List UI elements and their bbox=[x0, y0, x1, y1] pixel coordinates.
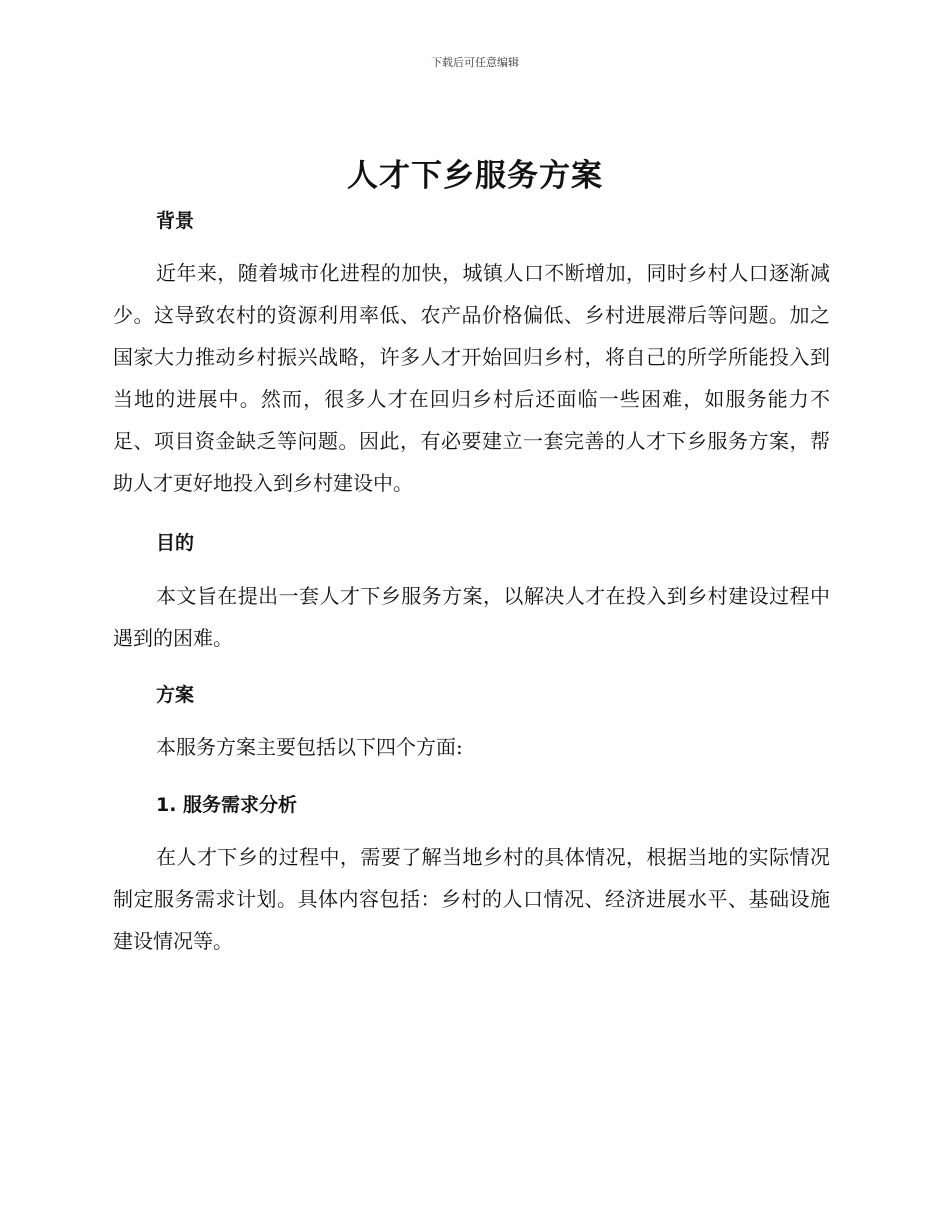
item1-paragraph: 在人才下乡的过程中，需要了解当地乡村的具体情况，根据当地的实际情况制定服务需求计划。具体内容包括：乡村的人口情况、经济进展水平、基础设施建设情况等。 bbox=[113, 845, 830, 953]
purpose-paragraph: 本文旨在提出一套人才下乡服务方案，以解决人才在投入到乡村建设过程中遇到的困难。 bbox=[113, 584, 830, 650]
background-heading: 背景 bbox=[156, 210, 195, 232]
purpose-heading: 目的 bbox=[156, 532, 195, 554]
plan-heading: 方案 bbox=[156, 684, 195, 706]
background-paragraph: 近年来，随着城市化进程的加快，城镇人口不断增加，同时乡村人口逐渐减少。这导致农村的资源利用率低、农产品价格偏低、乡村进展滞后等问题。加之国家大力推动乡村振兴战略，许多人才开始回归乡村，将自己的所学所能投入到当地的进展中。然而，很多人才在回归乡村后还面临一些困难，如服务能力不足、项目资金缺乏等问题。因此，有必要建立一套完善的人才下乡服务方案，帮助人才更好地投入到乡村建设中。 bbox=[113, 261, 830, 495]
plan-intro-paragraph: 本服务方案主要包括以下四个方面: bbox=[156, 735, 463, 759]
item1-heading: 1. 服务需求分析 bbox=[156, 794, 298, 816]
document-title: 人才下乡服务方案 bbox=[347, 158, 603, 194]
header-note: 下载后可任意编辑 bbox=[431, 56, 519, 69]
